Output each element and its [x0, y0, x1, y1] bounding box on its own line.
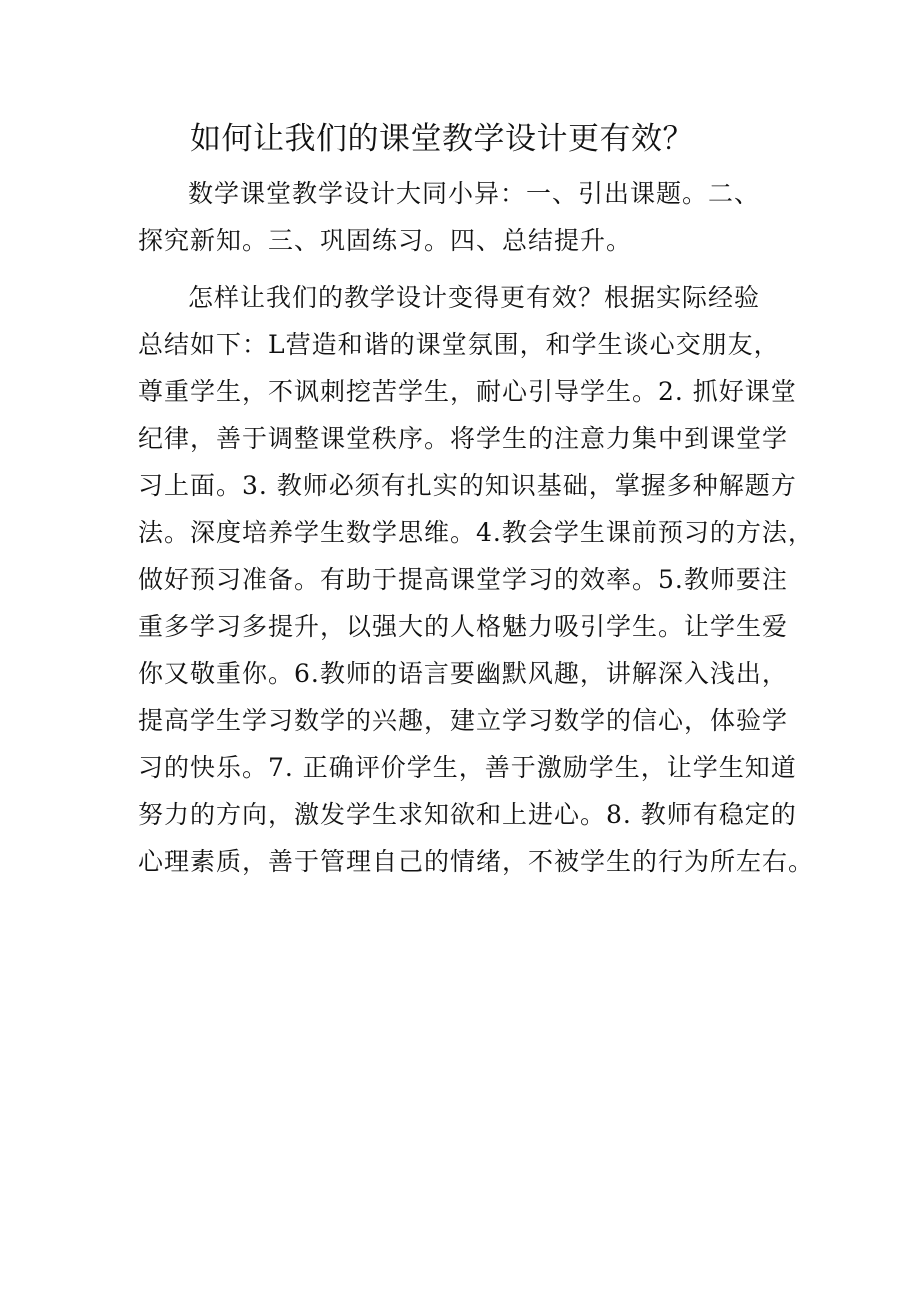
paragraph-line: 尊重学生，不讽刺挖苦学生，耐心引导学生。2. 抓好课堂 — [138, 377, 797, 406]
paragraph-line: 提高学生学习数学的兴趣，建立学习数学的信心，体验学 — [138, 706, 789, 735]
paragraph-line: 做好预习准备。有助于提高课堂学习的效率。5.教师要注 — [138, 565, 788, 594]
paragraph-spacer — [138, 264, 798, 274]
document-title: 如何让我们的课堂教学设计更有效？ — [190, 121, 694, 157]
paragraph-line: 纪律，善于调整课堂秩序。将学生的注意力集中到课堂学 — [138, 424, 789, 453]
paragraph-line: 你又敬重你。6.教师的语言要幽默风趣，讲解深入浅出， — [138, 659, 788, 688]
paragraph-methods — [138, 274, 815, 885]
paragraph-line: 努力的方向，激发学生求知欲和上进心。8. 教师有稳定的 — [138, 800, 797, 829]
paragraph-line: 法。深度培养学生数学思维。4.教会学生课前预习的方法， — [138, 518, 814, 547]
paragraph-line: 习上面。3. 教师必须有扎实的知识基础，掌握多种解题方 — [138, 471, 797, 500]
paragraph-line: 数学课堂教学设计大同小异：一、引出课题。二、 — [188, 179, 761, 208]
paragraph-line: 怎样让我们的教学设计变得更有效？根据实际经验 — [188, 283, 761, 312]
paragraph-line: 探究新知。三、巩固练习。四、总结提升。 — [138, 226, 633, 255]
paragraph-line: 习的快乐。7. 正确评价学生，善于激励学生，让学生知道 — [138, 753, 797, 782]
document-body — [138, 170, 815, 885]
paragraph-intro — [138, 170, 798, 264]
paragraph-line: 心理素质，善于管理自己的情绪，不被学生的行为所左右。 — [138, 847, 815, 876]
paragraph-line: 重多学习多提升，以强大的人格魅力吸引学生。让学生爱 — [138, 612, 789, 641]
paragraph-line: 总结如下：L营造和谐的课堂氛围，和学生谈心交朋友， — [138, 330, 780, 359]
